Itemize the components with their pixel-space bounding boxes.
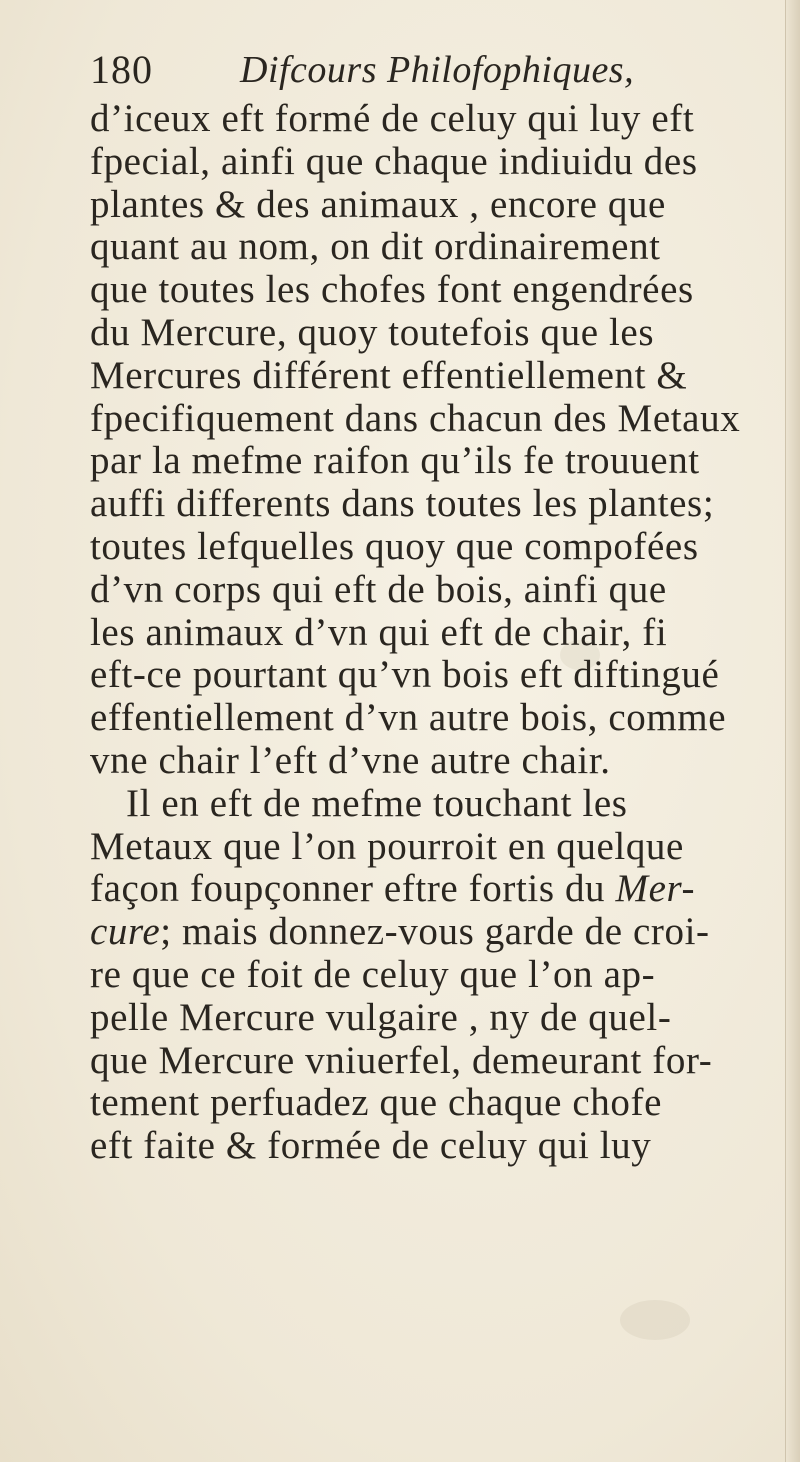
paragraph-start-line: Il en eft de mefme touchant les [126,781,628,825]
paper-stain [620,1300,690,1340]
text-line [90,911,790,954]
text-line: quant au nom, on dit ordinairement [90,225,661,269]
text-line [90,868,790,911]
text-line: fpecifiquement dans chacun des Metaux [90,396,741,440]
text-line: re que ce foit de celuy que l’on ap- [90,952,656,996]
text-line: que Mercure vniuerfel, demeurant for- [90,1038,713,1082]
text-line: d’iceux eft formé de celuy qui luy eft [90,97,695,140]
text-line: eft faite & formée de celuy qui luy [90,1124,652,1168]
running-head: Difcours Philofophiques, [240,49,635,91]
text-line: auffi differents dans toutes les plantes; [90,482,715,526]
text-line: pelle Mercure vulgaire , ny de quel- [90,995,672,1039]
text-line: d’vn corps qui eft de bois, ainfi que [90,567,667,611]
page-header [90,46,690,96]
text-line: les animaux d’vn qui eft de chair, fi [90,610,668,654]
text-line: eft-ce pourtant qu’vn bois eft diftingué [90,653,720,697]
text-line: effentiellement d’vn autre bois, comme [90,696,727,740]
text-line: tement perfuadez que chaque chofe [90,1081,662,1125]
text-line: vne chair l’eft d’vne autre chair. [90,738,611,782]
text-line: Metaux que l’on pourroit en quelque [90,824,684,868]
text-line: du Mercure, quoy toutefois que les [90,310,655,354]
text-line: toutes lefquelles quoy que compofées [90,524,699,568]
italic-word: cure [90,910,161,954]
body-text [90,98,790,1168]
text-line-segment: façon foupçonner eftre fortis du [90,867,606,911]
text-line: par la mefme raifon qu’ils fe trouuent [90,439,700,483]
text-line: plantes & des animaux , encore que [90,182,666,226]
italic-word: Mer- [615,867,696,911]
page-number: 180 [90,47,153,92]
text-line: Mercures différent effentiellement & [90,353,688,397]
text-line: que toutes les chofes font engendrées [90,268,694,312]
text-line-segment: ; mais donnez-vous garde de croi- [160,910,710,954]
text-line: fpecial, ainfi que chaque indiuidu des [90,139,698,183]
